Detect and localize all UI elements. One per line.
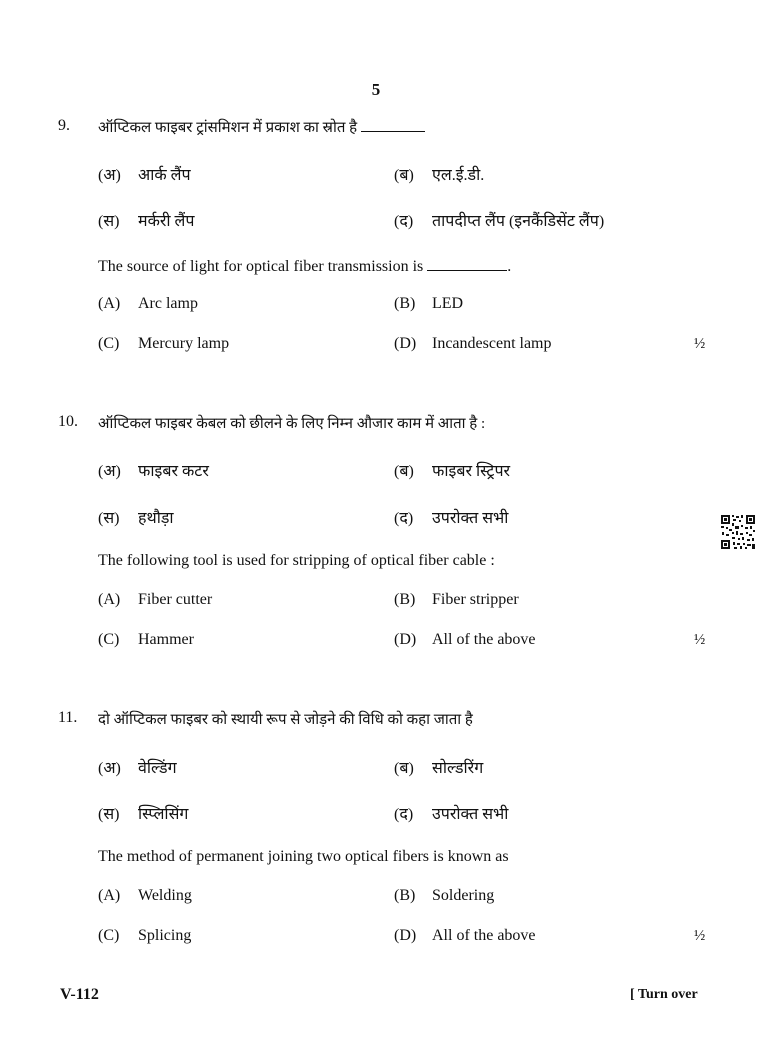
marks: ½ — [694, 632, 706, 648]
hindi-option-text: उपरोक्त सभी — [432, 510, 509, 527]
hindi-option-label: (द) — [394, 510, 414, 527]
english-option-text: Splicing — [138, 927, 192, 944]
page-number: 5 — [371, 80, 381, 99]
hindi-option-label: (अ) — [98, 463, 121, 480]
hindi-option-label: (ब) — [394, 167, 414, 184]
english-option-label: (D) — [394, 631, 417, 648]
hindi-option-text: हथौड़ा — [138, 510, 174, 527]
hindi-option-label: (स) — [98, 510, 120, 527]
english-option-label: (A) — [98, 295, 121, 312]
question-english-text: The following tool is used for stripping of optical fiber cable : — [98, 552, 495, 569]
hindi-option-text: वेल्डिंग — [138, 760, 177, 777]
english-option-text: Welding — [138, 887, 192, 904]
english-option-text: Mercury lamp — [138, 335, 230, 352]
english-option-label: (D) — [394, 927, 417, 944]
hindi-option-label: (द) — [394, 806, 414, 823]
marks: ½ — [694, 336, 706, 352]
english-option-label: (A) — [98, 887, 121, 904]
english-option-text: Arc lamp — [138, 295, 198, 312]
question-hindi-text: ऑप्टिकल फाइबर ट्रांसमिशन में प्रकाश का स्रोत है — [98, 117, 425, 137]
english-option-text: LED — [432, 295, 464, 312]
hindi-option-label: (ब) — [394, 760, 414, 777]
question-hindi-text: ऑप्टिकल फाइबर केबल को छीलने के लिए निम्न औजार काम में आता है : — [98, 416, 486, 432]
hindi-option-text: एल.ई.डी. — [432, 167, 485, 184]
hindi-option-text: फाइबर कटर — [138, 463, 209, 480]
english-option-text: All of the above — [432, 927, 536, 944]
paper-code: V-112 — [60, 986, 99, 1003]
question-number: 11. — [58, 709, 78, 726]
english-option-label: (C) — [98, 927, 120, 944]
english-option-label: (D) — [394, 335, 417, 352]
question-english-text: The source of light for optical fiber transmission is . — [98, 258, 512, 275]
hindi-option-label: (अ) — [98, 760, 121, 777]
hindi-option-label: (द) — [394, 213, 414, 230]
qr-code-icon — [720, 514, 756, 550]
question-number: 9. — [58, 117, 70, 134]
english-option-label: (B) — [394, 591, 416, 608]
turn-over-label: [ Turn over — [630, 987, 698, 1002]
question-number: 10. — [58, 413, 78, 430]
question-hindi-text: दो ऑप्टिकल फाइबर को स्थायी रूप से जोड़ने की विधि को कहा जाता है — [98, 712, 473, 728]
question-english-text: The method of permanent joining two optical fibers is known as — [98, 848, 509, 865]
english-option-label: (B) — [394, 295, 416, 312]
english-option-label: (A) — [98, 591, 121, 608]
english-option-text: Fiber stripper — [432, 591, 519, 608]
english-option-text: All of the above — [432, 631, 536, 648]
hindi-option-text: स्प्लिसिंग — [138, 806, 189, 823]
english-option-text: Incandescent lamp — [432, 335, 552, 352]
hindi-option-text: फाइबर स्ट्रिपर — [432, 463, 511, 480]
hindi-option-text: तापदीप्त लैंप (इनकैंडिसेंट लैंप) — [432, 213, 605, 230]
hindi-option-text: उपरोक्त सभी — [432, 806, 509, 823]
english-option-text: Fiber cutter — [138, 591, 213, 608]
english-option-label: (C) — [98, 631, 120, 648]
hindi-option-label: (ब) — [394, 463, 414, 480]
hindi-option-label: (स) — [98, 806, 120, 823]
hindi-option-text: आर्क लैंप — [138, 167, 191, 184]
hindi-option-label: (अ) — [98, 167, 121, 184]
english-option-label: (C) — [98, 335, 120, 352]
hindi-option-text: मर्करी लैंप — [138, 213, 195, 230]
hindi-option-text: सोल्डरिंग — [432, 760, 484, 777]
english-option-text: Soldering — [432, 887, 495, 904]
marks: ½ — [694, 928, 706, 944]
english-option-label: (B) — [394, 887, 416, 904]
hindi-option-label: (स) — [98, 213, 120, 230]
english-option-text: Hammer — [138, 631, 194, 648]
